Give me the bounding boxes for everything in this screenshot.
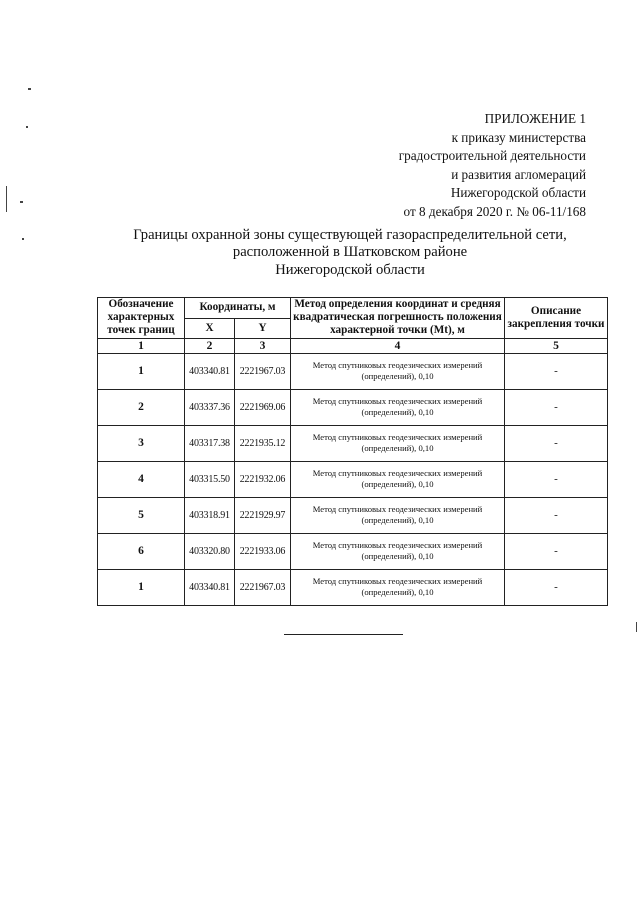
description-cell: - <box>505 461 608 497</box>
point-cell: 6 <box>98 533 185 569</box>
coordinates-table <box>97 297 608 606</box>
table-row <box>98 569 608 605</box>
method-cell: Метод спутниковых геодезических измерений (определений), 0,10 <box>291 461 505 497</box>
title-line: расположенной в Шатковском районе <box>232 244 468 261</box>
scan-mark <box>636 622 637 632</box>
appendix-line: и развития агломераций <box>451 166 586 182</box>
x-cell: 403337.36 <box>185 389 235 425</box>
table-row <box>98 353 608 389</box>
document-title <box>60 227 640 279</box>
point-cell: 5 <box>98 497 185 533</box>
column-number: 3 <box>235 338 291 353</box>
appendix-line: к приказу министерства <box>451 129 586 145</box>
appendix-line: градостроительной деятельности <box>398 148 586 164</box>
scan-mark <box>20 201 23 203</box>
description-cell: - <box>505 569 608 605</box>
x-cell: 403340.81 <box>185 569 235 605</box>
scan-mark <box>28 88 31 90</box>
x-cell: 403320.80 <box>185 533 235 569</box>
method-cell: Метод спутниковых геодезических измерений (определений), 0,10 <box>291 569 505 605</box>
header-method: Метод определения координат и средняя квадратическая погрешность положения характерной точки (Mt), м <box>291 298 505 339</box>
scan-mark <box>22 238 24 240</box>
method-cell: Метод спутниковых геодезических измерений (определений), 0,10 <box>291 353 505 389</box>
title-line: Нижегородской области <box>275 261 425 278</box>
scan-mark <box>6 186 7 212</box>
header-coords: Координаты, м <box>185 298 291 319</box>
y-cell: 2221967.03 <box>235 569 291 605</box>
column-number: 1 <box>98 338 185 353</box>
appendix-header <box>286 110 586 222</box>
table-row <box>98 533 608 569</box>
point-cell: 3 <box>98 425 185 461</box>
point-cell: 2 <box>98 389 185 425</box>
y-cell: 2221969.06 <box>235 389 291 425</box>
table-row <box>98 461 608 497</box>
scan-mark <box>26 126 28 128</box>
method-cell: Метод спутниковых геодезических измерений (определений), 0,10 <box>291 533 505 569</box>
appendix-line: ПРИЛОЖЕНИЕ 1 <box>484 111 586 126</box>
header-y: Y <box>235 318 291 338</box>
table-row <box>98 425 608 461</box>
description-cell: - <box>505 497 608 533</box>
y-cell: 2221933.06 <box>235 533 291 569</box>
description-cell: - <box>505 353 608 389</box>
header-point: Обозначение характерных точек границ <box>98 298 185 339</box>
y-cell: 2221935.12 <box>235 425 291 461</box>
column-number: 2 <box>185 338 235 353</box>
x-cell: 403340.81 <box>185 353 235 389</box>
header-description: Описание закрепления точки <box>505 298 608 339</box>
method-cell: Метод спутниковых геодезических измерений (определений), 0,10 <box>291 497 505 533</box>
appendix-line: Нижегородской области <box>450 185 586 201</box>
column-number: 5 <box>505 338 608 353</box>
table-row <box>98 389 608 425</box>
method-cell: Метод спутниковых геодезических измерений (определений), 0,10 <box>291 389 505 425</box>
appendix-line: от 8 декабря 2020 г. № 06-11/168 <box>403 203 586 219</box>
point-cell: 1 <box>98 353 185 389</box>
point-cell: 1 <box>98 569 185 605</box>
header-x: X <box>185 318 235 338</box>
title-line: Границы охранной зоны существующей газораспределительной сети, <box>133 227 567 243</box>
description-cell: - <box>505 425 608 461</box>
x-cell: 403318.91 <box>185 497 235 533</box>
y-cell: 2221932.06 <box>235 461 291 497</box>
description-cell: - <box>505 389 608 425</box>
table-row <box>98 497 608 533</box>
end-divider <box>284 634 403 635</box>
x-cell: 403317.38 <box>185 425 235 461</box>
x-cell: 403315.50 <box>185 461 235 497</box>
column-number: 4 <box>291 338 505 353</box>
method-cell: Метод спутниковых геодезических измерений (определений), 0,10 <box>291 425 505 461</box>
description-cell: - <box>505 533 608 569</box>
point-cell: 4 <box>98 461 185 497</box>
y-cell: 2221929.97 <box>235 497 291 533</box>
y-cell: 2221967.03 <box>235 353 291 389</box>
